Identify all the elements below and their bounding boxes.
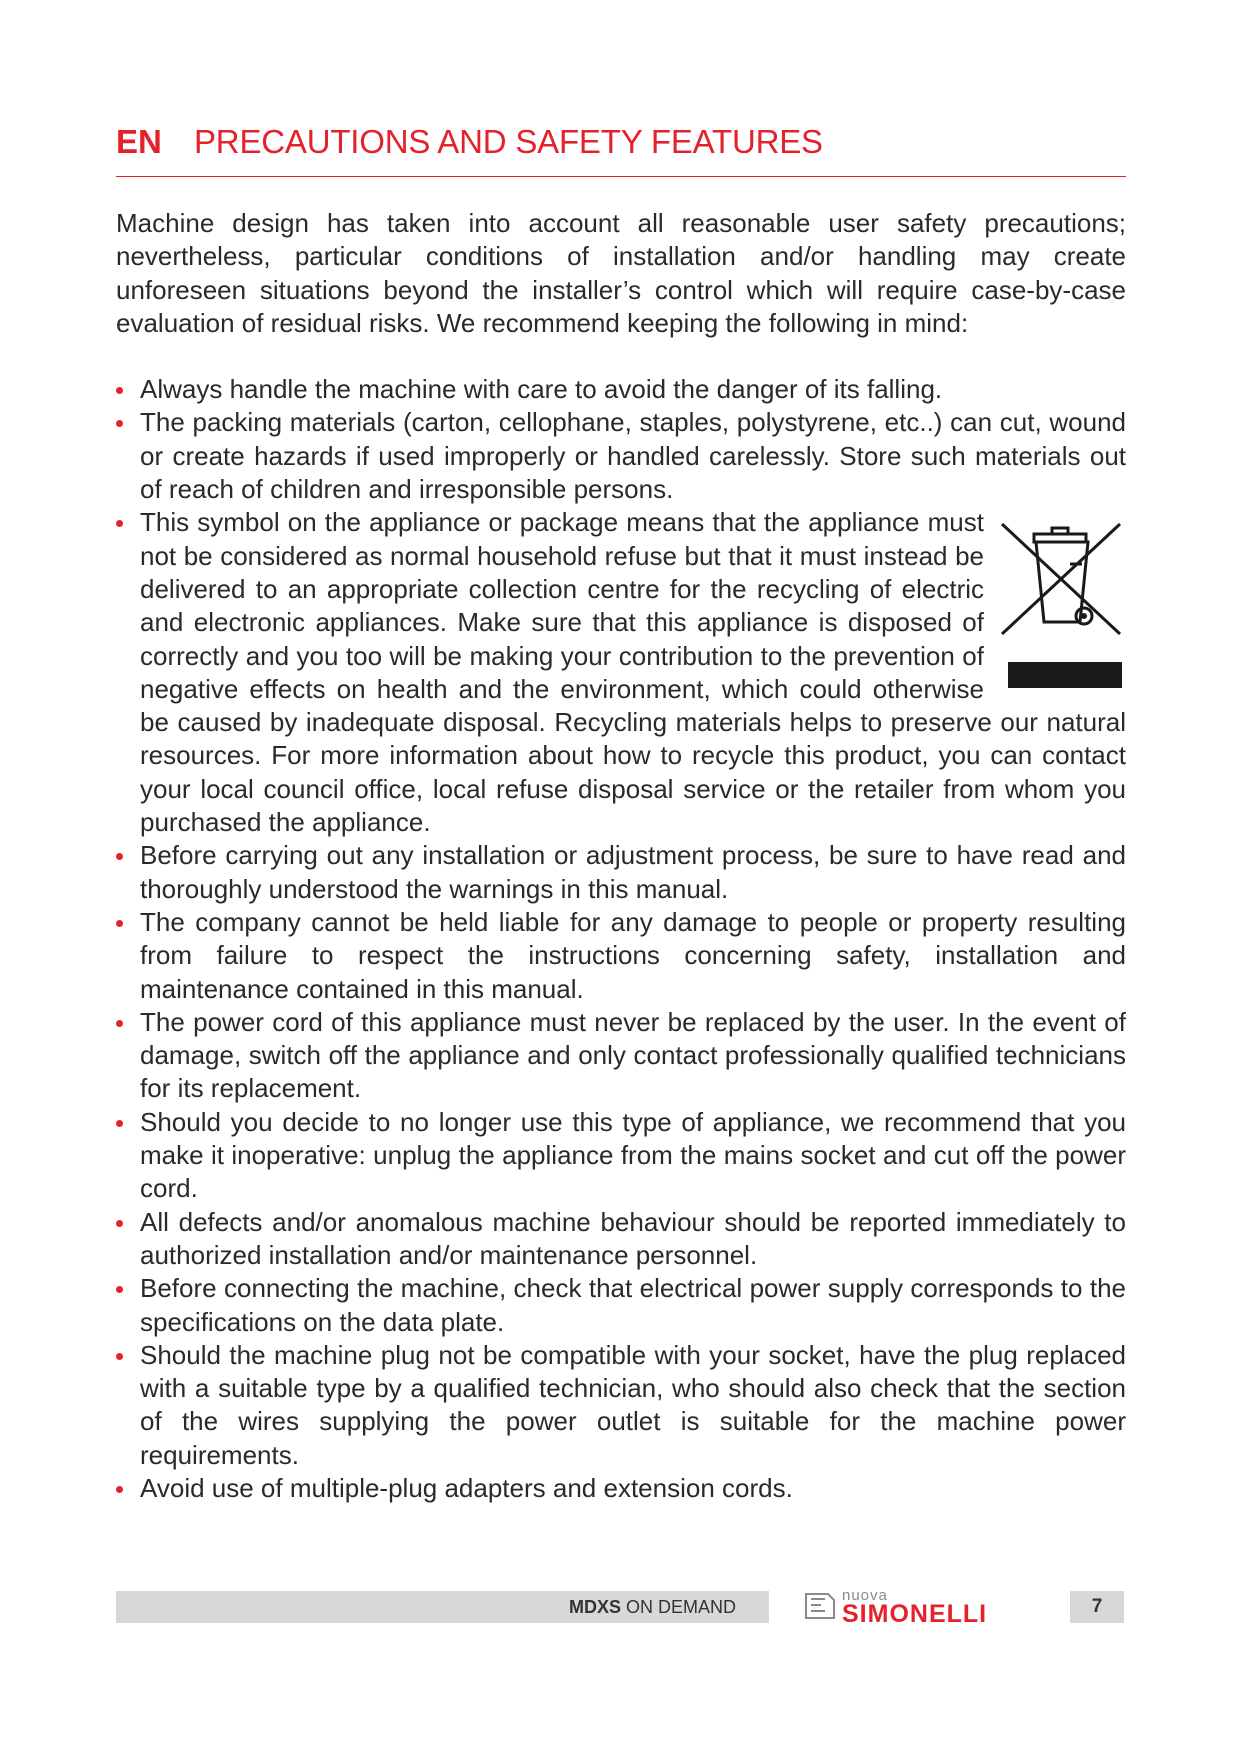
list-item-text: Before connecting the machine, check that electrical power supply corresponds to the specifications on the data plate. (140, 1273, 1126, 1337)
list-item (116, 906, 1126, 1006)
language-code: EN (116, 123, 162, 160)
list-item (116, 1472, 1126, 1505)
list-item (116, 839, 1126, 906)
list-item-text: Before carrying out any installation or adjustment process, be sure to have read and thoroughly understood the warnings in this manual. (140, 840, 1126, 904)
header-divider (116, 176, 1126, 177)
page-title: PRECAUTIONS AND SAFETY FEATURES (194, 123, 823, 160)
page-content (116, 120, 1126, 1505)
list-item-text: Always handle the machine with care to avoid the danger of its falling. (140, 374, 943, 405)
intro-paragraph: Machine design has taken into account all reasonable user safety precautions; nevertheless, particular conditions of installation and/or handling may create unforeseen situations beyond the installer’s control which will require case-by-case evaluation of residual risks. We recommend keeping the following in mind: (116, 208, 1126, 338)
logo-small-text: nuova (842, 1587, 888, 1604)
bullet-icon (116, 853, 123, 860)
page-number: 7 (1091, 1596, 1103, 1617)
list-item-text: The power cord of this appliance must never be replaced by the user. In the event of damage, switch off the appliance and only contact professionally qualified technicians for its replacement. (140, 1006, 1126, 1104)
bullet-icon (116, 1020, 123, 1027)
list-item (116, 373, 1126, 406)
list-item (116, 1106, 1126, 1206)
list-item-text: The packing materials (carton, cellophane, staples, polystyrene, etc..) can cut, wound or create hazards if used improperly or handled carelessly. Store such materials out of reach of children and irresponsible persons. (140, 407, 1126, 505)
list-item (116, 1272, 1126, 1339)
list-item-text: Avoid use of multiple-plug adapters and extension cords. (140, 1472, 793, 1503)
logo-main-text: SIMONELLI (842, 1600, 988, 1628)
page-number-box (1070, 1591, 1124, 1623)
bullet-icon (116, 1486, 123, 1493)
precautions-list (116, 373, 1126, 1505)
document-name (569, 1591, 736, 1623)
bullet-icon (116, 387, 123, 394)
model-suffix: ON DEMAND (620, 1597, 736, 1617)
bullet-icon (116, 520, 123, 527)
bullet-icon (116, 1120, 123, 1127)
list-item (116, 1339, 1126, 1472)
page-footer (116, 1587, 1124, 1628)
model-name: MDXS (568, 1597, 621, 1617)
brand-logo (802, 1586, 1042, 1628)
list-item (116, 506, 1126, 839)
crossed-out-wheelie-bin-icon (998, 512, 1126, 692)
bullet-icon (116, 420, 123, 427)
bullet-icon (116, 920, 123, 927)
list-item-text: The company cannot be held liable for any damage to people or property resulting from failure to respect the instructions concerning safety, installation and maintenance contained in this manual. (140, 906, 1126, 1004)
list-item (116, 1006, 1126, 1106)
bullet-icon (116, 1353, 123, 1360)
list-item-text: Should the machine plug not be compatible with your socket, have the plug replaced with a suitable type by a qualified technician, who should also check that the section of the wires supplying the power outlet is suitable for the machine power requirements. (140, 1339, 1126, 1470)
list-item-text: This symbol on the appliance or package means that the appliance must not be considered as normal household refuse but that it must instead be delivered to an appropriate collection centre for the recycling of electric and electronic appliances. Make sure that this appliance is disposed of correctly and you too will be making your contribution to the prevention of negative effects on health and the environment, which could otherwise be caused by inadequate disposal. Recycling materials helps to preserve our natural resources. For more information about how to recycle this product, you can contact your local council office, local refuse disposal service or the retailer from whom you purchased the appliance. (140, 507, 1126, 838)
section-header (116, 120, 1126, 164)
bullet-icon (116, 1220, 123, 1227)
list-item-text: All defects and/or anomalous machine behaviour should be reported immediately to authorized installation and/or maintenance personnel. (140, 1206, 1126, 1270)
bullet-icon (116, 1286, 123, 1293)
list-item (116, 406, 1126, 506)
list-item (116, 1206, 1126, 1273)
list-item-text: Should you decide to no longer use this type of appliance, we recommend that you make it inoperative: unplug the appliance from the mains socket and cut off the power cord. (140, 1106, 1126, 1204)
footer-bar (116, 1591, 769, 1623)
